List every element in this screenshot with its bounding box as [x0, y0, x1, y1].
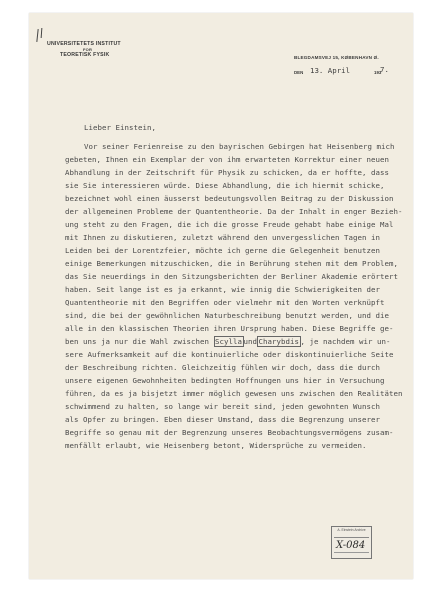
salutation: Lieber Einstein,	[84, 123, 156, 132]
boxed-word-charybdis: Charybdis	[258, 337, 299, 346]
body-line: führen, da es ja bisjetzt immer möglich gewesen uns zwischen den Realitäten	[65, 389, 403, 398]
body-line: der allgemeinen Probleme der Quantentheorie. Da der Inhalt in enger Bezieh-	[65, 207, 403, 216]
body-line: einige Bemerkungen mitzuschicken, die in Berührung stehen mit dem Problem,	[65, 259, 398, 268]
body-line: gebeten, Ihnen ein Exemplar der von ihm erwarteten Korrektur einer neuen	[65, 155, 389, 164]
body-line: als Opfer zu bringen. Eben dieser Umstand, dass die Begrenzung unserer	[65, 415, 380, 424]
archive-stamp-code: X-084	[336, 540, 366, 551]
body-line: der Beschreibung richten. Gleichzeitig fühlen wir doch, dass die durch	[65, 363, 380, 372]
body-line: haben. Seit lange ist es ja erkannt, wie innig die Schwierigkeiten der	[65, 285, 380, 294]
body-line: alle in den klassischen Theorien ihren Ursprung haben. Diese Begriffe ge-	[65, 324, 394, 333]
letterhead-address: BLEGDAMSVEJ 15, KØBENHAVN Ø.	[294, 55, 379, 60]
year-digit: 7.	[380, 65, 389, 74]
institute-for: FOR	[83, 47, 93, 52]
boxed-word-scylla: Scylla	[215, 337, 242, 346]
body-line: Quantentheorie mit den Begriffen oder vielmehr mit den Worten verknüpft	[65, 298, 385, 307]
body-line-start: ben uns ja nur die Wahl zwischen	[65, 337, 214, 346]
year-prefix: 193	[374, 70, 382, 75]
letter-page	[29, 13, 413, 579]
body-line: unsere eigenen Gewohnheiten bedingten Hoffnungen uns hier in Versuchung	[65, 376, 385, 385]
body-line-tail: , je nachdem wir un-	[300, 337, 391, 346]
body-line: menfällt erlaubt, wie Heisenberg betont, Widersprüche zu vermeiden.	[65, 441, 367, 450]
body-line-scylla-charybdis	[65, 337, 391, 346]
body-line-und: und	[243, 337, 257, 346]
archive-stamp-header: A. Einstein Archive	[334, 528, 369, 538]
body-line: sie Sie interessieren würde. Diese Abhandlung, die ich hiermit schicke,	[65, 181, 385, 190]
body-line: bezeichnet wohl einen äusserst bedeutungsvollen Beitrag zu der Diskussion	[65, 194, 394, 203]
letter-date: 13. April	[310, 66, 351, 75]
body-line: sind, die bei der gewöhnlichen Naturbeschreibung benutzt werden, und die	[65, 311, 389, 320]
body-line: Vor seiner Ferienreise zu den bayrischen Gebirgen hat Heisenberg mich	[84, 142, 395, 151]
body-line: mit Ihnen zu diskutieren, zuletzt während den unvergesslichen Tagen in	[65, 233, 380, 242]
body-line: ung steht zu den Fragen, die ich die grosse Freude gehabt habe einige Mal	[65, 220, 394, 229]
stamp-rule	[334, 552, 369, 553]
body-line: schwimmend zu halten, so lange wir bereit sind, jeden gewohnten Wunsch	[65, 402, 380, 411]
body-line: Abhandlung in der Zeitschrift für Physik zu schicken, da er hoffte, dass	[65, 168, 389, 177]
date-label: DEN	[294, 70, 304, 75]
body-line: das Sie neuerdings in den Sitzungsberichten der Berliner Akademie erörtert	[65, 272, 398, 281]
institute-name: UNIVERSITETETS INSTITUT	[47, 41, 121, 47]
archive-stamp	[331, 526, 372, 559]
institute-subject: TEORETISK FYSIK	[60, 52, 110, 58]
body-line: Begriffe so genau mit der Begrenzung unseres Beobachtungsvermögens zusam-	[65, 428, 394, 437]
body-line: sere Aufmerksamkeit auf die kontinuierliche oder diskontinuierliche Seite	[65, 350, 394, 359]
body-line: Leiden bei der Lorentzfeier, möchte ich gerne die Gelegenheit benutzen	[65, 246, 380, 255]
